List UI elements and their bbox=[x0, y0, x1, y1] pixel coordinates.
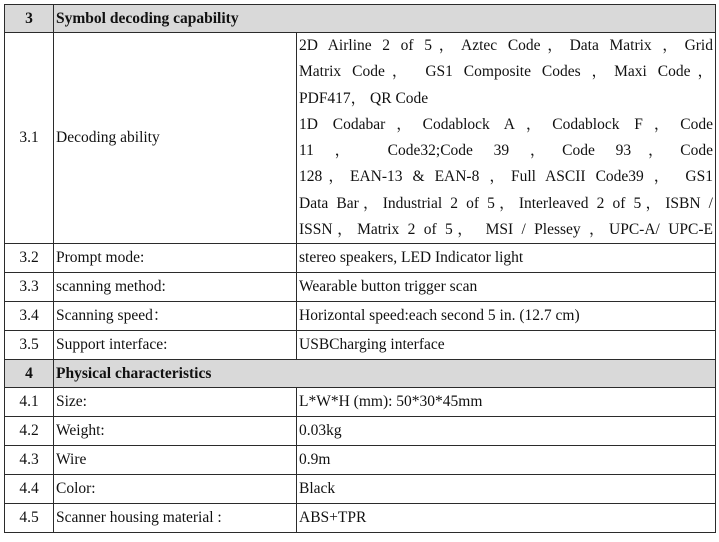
table-row bbox=[5, 504, 716, 533]
spec-table bbox=[4, 4, 716, 533]
table-row bbox=[5, 475, 716, 504]
row-value: L*W*H (mm): 50*30*45mm bbox=[297, 388, 716, 417]
decoding-line: PDF417， QR Code bbox=[299, 89, 429, 107]
section-number: 3 bbox=[5, 5, 54, 33]
table-row bbox=[5, 417, 716, 446]
decoding-line: ISSN，Matrix 2 of 5， MSI / Plessey ，UPC-A/ UPC-E bbox=[299, 221, 713, 239]
decoding-line: 128，EAN-13 & EAN-8 ，Full ASCII Code39 ， GS1 bbox=[299, 168, 713, 186]
table-row bbox=[5, 273, 716, 302]
row-number: 4.2 bbox=[5, 417, 54, 446]
row-label: Size: bbox=[54, 388, 297, 417]
row-label: Weight: bbox=[54, 417, 297, 446]
section-number: 4 bbox=[5, 360, 54, 388]
row-label: scanning method: bbox=[54, 273, 297, 302]
table-row bbox=[5, 388, 716, 417]
section-title: Physical characteristics bbox=[54, 360, 716, 388]
row-label: Scanning speed： bbox=[54, 302, 297, 331]
decoding-line: 1D Codabar，Codablock A，Codablock F，Code bbox=[299, 115, 713, 133]
row-value: USBCharging interface bbox=[297, 331, 716, 360]
table-row bbox=[5, 446, 716, 475]
row-number: 4.4 bbox=[5, 475, 54, 504]
table-row bbox=[5, 331, 716, 360]
decoding-line: Matrix Code， GS1 Composite Codes ，Maxi Code， bbox=[299, 63, 713, 81]
row-number: 3.5 bbox=[5, 331, 54, 360]
row-value: Black bbox=[297, 475, 716, 504]
row-value: stereo speakers, LED Indicator light bbox=[297, 244, 716, 273]
row-label: Wire bbox=[54, 446, 297, 475]
decoding-ability-list bbox=[297, 33, 716, 244]
row-number: 3.4 bbox=[5, 302, 54, 331]
row-label: Decoding ability bbox=[54, 33, 297, 244]
table-row bbox=[5, 33, 716, 244]
row-value: 0.03kg bbox=[297, 417, 716, 446]
row-number: 3.3 bbox=[5, 273, 54, 302]
row-number: 4.1 bbox=[5, 388, 54, 417]
row-value: 0.9m bbox=[297, 446, 716, 475]
table-row bbox=[5, 244, 716, 273]
row-label: Scanner housing material : bbox=[54, 504, 297, 533]
section-header-3 bbox=[5, 5, 716, 33]
row-number: 3.2 bbox=[5, 244, 54, 273]
section-header-4 bbox=[5, 360, 716, 388]
table-row bbox=[5, 302, 716, 331]
row-label: Color: bbox=[54, 475, 297, 504]
row-number: 4.5 bbox=[5, 504, 54, 533]
row-value: Wearable button trigger scan bbox=[297, 273, 716, 302]
row-value: Horizontal speed:each second 5 in. (12.7 cm) bbox=[297, 302, 716, 331]
decoding-line: 11 ， Code32;Code 39 ，Code 93，Code bbox=[299, 142, 713, 160]
decoding-line: Data Bar，Industrial 2 of 5，Interleaved 2 of 5，ISBN / bbox=[299, 194, 713, 212]
section-title: Symbol decoding capability bbox=[54, 5, 716, 33]
row-value: ABS+TPR bbox=[297, 504, 716, 533]
row-number: 3.1 bbox=[5, 33, 54, 244]
row-label: Prompt mode: bbox=[54, 244, 297, 273]
decoding-line: 2D Airline 2 of 5，Aztec Code，Data Matrix ，Grid bbox=[299, 37, 713, 54]
row-number: 4.3 bbox=[5, 446, 54, 475]
row-label: Support interface: bbox=[54, 331, 297, 360]
